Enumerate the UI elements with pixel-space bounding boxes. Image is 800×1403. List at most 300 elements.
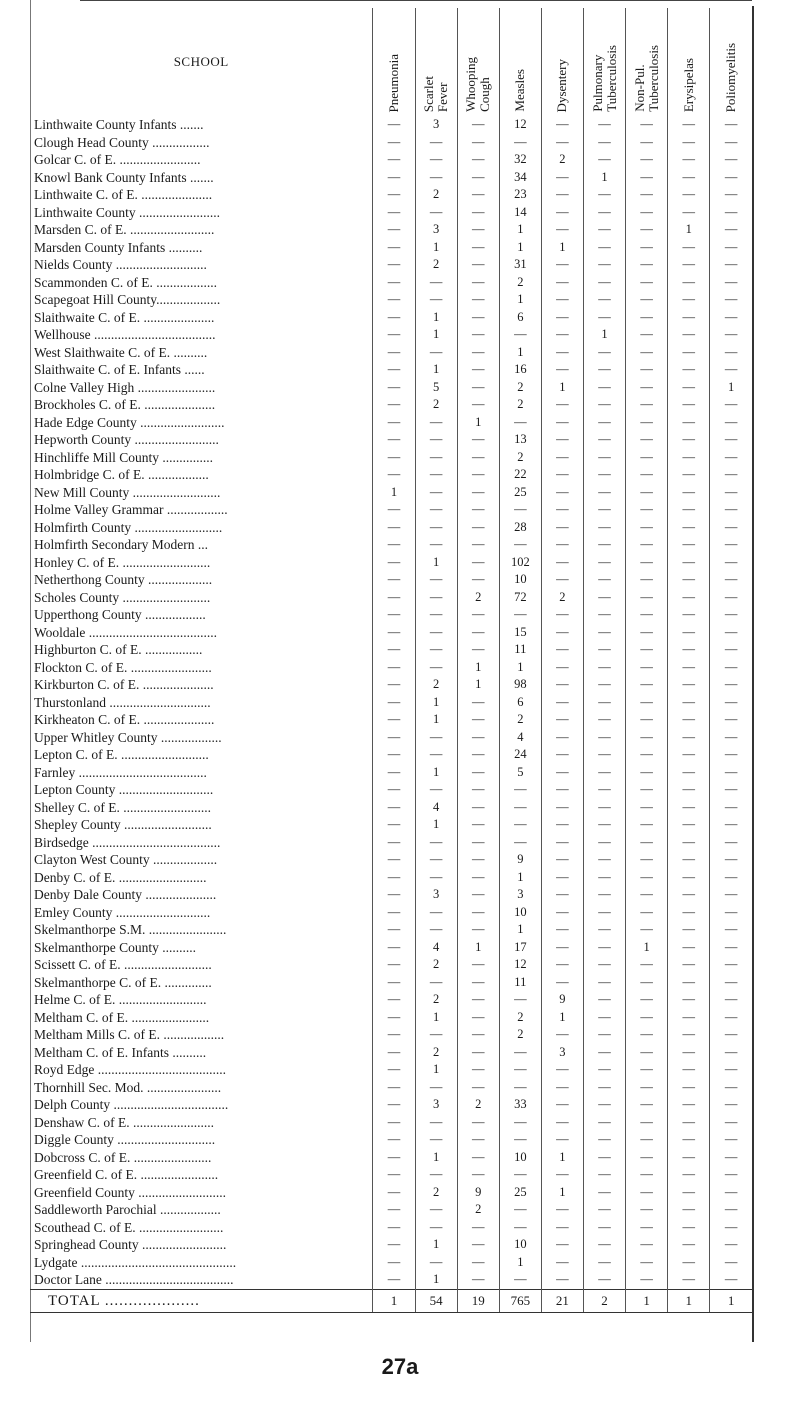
table-row [30, 904, 752, 922]
case-count-cell: — [373, 571, 415, 589]
table-row [30, 274, 752, 292]
table-row [30, 186, 752, 204]
case-count-cell: — [626, 746, 668, 764]
case-count-cell: — [541, 816, 583, 834]
school-name: Scammonden C. of E. .................. [34, 274, 217, 290]
case-count-cell: 1 [499, 659, 541, 677]
case-count-cell: — [668, 974, 710, 992]
school-name: Meltham C. of E. Infants .......... [34, 1044, 207, 1060]
school-name: Netherthong County ................... [34, 572, 213, 587]
case-count-cell: — [710, 694, 752, 712]
case-count-cell: — [668, 414, 710, 432]
case-count-cell: — [668, 799, 710, 817]
case-count-cell: — [499, 781, 541, 799]
case-count-cell: — [457, 326, 499, 344]
case-count-cell: — [541, 659, 583, 677]
case-count-cell: — [415, 1131, 457, 1149]
case-count-cell: — [668, 1131, 710, 1149]
table-row [30, 1009, 752, 1027]
case-count-cell: — [415, 344, 457, 362]
case-count-cell: — [710, 1026, 752, 1044]
school-name: Thornhill Sec. Mod. ...................... [34, 1079, 222, 1095]
school-name: Holmfirth County .......................... [34, 519, 223, 535]
case-count-cell: — [710, 291, 752, 309]
case-count-cell: 6 [499, 694, 541, 712]
case-count-cell: — [626, 816, 668, 834]
case-count-cell: — [710, 834, 752, 852]
school-name: Nields County ........................... [34, 257, 207, 272]
table-row [30, 764, 752, 782]
case-count-cell: — [626, 554, 668, 572]
case-count-cell: — [710, 589, 752, 607]
case-count-cell: — [541, 309, 583, 327]
case-count-cell: — [710, 676, 752, 694]
case-count-cell: — [583, 956, 625, 974]
case-count-cell: — [541, 1026, 583, 1044]
case-count-cell: — [373, 711, 415, 729]
school-name: Meltham C. of E. ....................... [34, 1009, 210, 1025]
case-count-cell: — [710, 1131, 752, 1149]
case-count-cell: — [541, 186, 583, 204]
case-count-cell: — [583, 939, 625, 957]
case-count-cell: — [373, 291, 415, 309]
case-count-cell: — [583, 431, 625, 449]
school-name: Shelley C. of E. .......................... [34, 799, 211, 815]
case-count-cell: — [583, 571, 625, 589]
school-name: Knowl Bank County Infants ....... [34, 169, 214, 185]
case-count-cell: — [541, 1236, 583, 1254]
case-count-cell: — [415, 904, 457, 922]
case-count-cell: — [499, 606, 541, 624]
table-row [30, 501, 752, 519]
case-count-cell: 1 [499, 869, 541, 887]
case-count-cell: — [415, 501, 457, 519]
table-row [30, 781, 752, 799]
table-row [30, 589, 752, 607]
school-name: Doctor Lane ...................................... [34, 1272, 234, 1287]
case-count-cell: — [541, 204, 583, 222]
case-count-cell: — [457, 851, 499, 869]
case-count-cell: — [373, 781, 415, 799]
case-count-cell: — [668, 519, 710, 537]
case-count-cell: — [668, 1079, 710, 1097]
case-count-cell: — [457, 1166, 499, 1184]
case-count-cell: — [668, 326, 710, 344]
school-name: Meltham Mills C. of E. .................. [34, 1027, 225, 1042]
case-count-cell: — [710, 221, 752, 239]
case-count-cell: — [457, 396, 499, 414]
case-count-cell: 31 [499, 256, 541, 274]
case-count-cell: 2 [541, 589, 583, 607]
case-count-cell: — [626, 1026, 668, 1044]
case-count-cell: — [668, 204, 710, 222]
case-count-cell: — [373, 536, 415, 554]
case-count-cell: — [415, 851, 457, 869]
case-count-cell: — [415, 659, 457, 677]
case-count-cell: — [583, 589, 625, 607]
case-count-cell: 32 [499, 151, 541, 169]
case-count-cell: — [668, 116, 710, 134]
case-count-cell: 1 [457, 659, 499, 677]
case-count-cell: 2 [457, 1201, 499, 1219]
case-count-cell: — [373, 554, 415, 572]
case-count-cell: — [415, 589, 457, 607]
case-count-cell: — [626, 1236, 668, 1254]
total-row [30, 1289, 752, 1312]
case-count-cell: — [668, 449, 710, 467]
table-row [30, 169, 752, 187]
case-count-cell: — [415, 519, 457, 537]
case-count-cell: — [583, 729, 625, 747]
total-cell: 1 [710, 1289, 752, 1312]
case-count-cell: — [457, 291, 499, 309]
column-header-dysentery [541, 8, 583, 116]
column-label: Pneumonia [385, 53, 401, 112]
case-count-cell: — [583, 659, 625, 677]
case-count-cell: — [626, 169, 668, 187]
case-count-cell: — [583, 869, 625, 887]
case-count-cell: 3 [541, 1044, 583, 1062]
case-count-cell: — [710, 869, 752, 887]
case-count-cell: — [626, 1061, 668, 1079]
case-count-cell: — [373, 1009, 415, 1027]
table-row [30, 309, 752, 327]
column-label: Scarlet Fever [421, 75, 451, 112]
table-row [30, 1201, 752, 1219]
case-count-cell: — [541, 851, 583, 869]
case-count-cell: — [583, 116, 625, 134]
case-count-cell: 2 [499, 274, 541, 292]
case-count-cell: — [626, 991, 668, 1009]
case-count-cell: — [373, 641, 415, 659]
case-count-cell: 12 [499, 956, 541, 974]
case-count-cell: — [710, 1254, 752, 1272]
case-count-cell: — [626, 484, 668, 502]
case-count-cell: — [710, 746, 752, 764]
case-count-cell: — [541, 974, 583, 992]
case-count-cell: — [626, 921, 668, 939]
case-count-cell: — [583, 1009, 625, 1027]
case-count-cell: 1 [415, 764, 457, 782]
case-count-cell: 22 [499, 466, 541, 484]
case-count-cell: — [710, 466, 752, 484]
case-count-cell: — [457, 1219, 499, 1237]
school-name: Marsden C. of E. ......................... [34, 222, 215, 237]
case-count-cell: — [373, 501, 415, 519]
case-count-cell: — [415, 151, 457, 169]
case-count-cell: — [710, 1149, 752, 1167]
case-count-cell: — [583, 379, 625, 397]
case-count-cell: — [583, 834, 625, 852]
case-count-cell: — [710, 764, 752, 782]
case-count-cell: — [499, 991, 541, 1009]
case-count-cell: — [373, 974, 415, 992]
case-count-cell: — [668, 606, 710, 624]
table-row [30, 449, 752, 467]
case-count-cell: — [373, 466, 415, 484]
case-count-cell: — [415, 291, 457, 309]
school-name: Diggle County ............................. [34, 1132, 216, 1147]
case-count-cell: — [583, 764, 625, 782]
case-count-cell: — [710, 1184, 752, 1202]
case-count-cell: — [583, 291, 625, 309]
case-count-cell: — [373, 1096, 415, 1114]
case-count-cell: — [668, 589, 710, 607]
case-count-cell: — [373, 449, 415, 467]
case-count-cell: — [626, 1219, 668, 1237]
case-count-cell: — [373, 1271, 415, 1289]
table-row [30, 1061, 752, 1079]
case-count-cell: — [710, 624, 752, 642]
case-count-cell: — [710, 151, 752, 169]
case-count-cell: — [668, 1271, 710, 1289]
case-count-cell: 2 [541, 151, 583, 169]
case-count-cell: — [415, 466, 457, 484]
case-count-cell: — [457, 816, 499, 834]
case-count-cell: — [583, 921, 625, 939]
table-right-rule [752, 6, 754, 1342]
case-count-cell: — [541, 729, 583, 747]
case-count-cell: — [541, 1096, 583, 1114]
case-count-cell: 1 [499, 344, 541, 362]
case-count-cell: — [583, 414, 625, 432]
case-count-cell: — [626, 799, 668, 817]
case-count-cell: — [373, 1201, 415, 1219]
case-count-cell: — [457, 1061, 499, 1079]
case-count-cell: — [415, 624, 457, 642]
case-count-cell: — [541, 536, 583, 554]
case-count-cell: — [626, 1131, 668, 1149]
case-count-cell: — [710, 116, 752, 134]
column-label: Whooping Cough [463, 57, 493, 112]
case-count-cell: — [710, 414, 752, 432]
case-count-cell: — [541, 606, 583, 624]
case-count-cell: — [457, 1236, 499, 1254]
school-name: Scapegoat Hill County................... [34, 292, 221, 307]
case-count-cell: — [583, 396, 625, 414]
total-cell: 1 [373, 1289, 415, 1312]
case-count-cell: — [373, 869, 415, 887]
case-count-cell: — [583, 221, 625, 239]
case-count-cell: — [668, 256, 710, 274]
total-cell: 19 [457, 1289, 499, 1312]
case-count-cell: — [457, 431, 499, 449]
case-count-cell: 1 [415, 1149, 457, 1167]
case-count-cell: — [710, 326, 752, 344]
table-row [30, 711, 752, 729]
case-count-cell: 2 [457, 1096, 499, 1114]
case-count-cell: — [373, 764, 415, 782]
school-name: Greenfield C. of E. ....................... [34, 1167, 219, 1182]
case-count-cell: — [541, 694, 583, 712]
table-row [30, 1166, 752, 1184]
case-count-cell: — [373, 1166, 415, 1184]
case-count-cell: — [668, 676, 710, 694]
case-count-cell: — [583, 1079, 625, 1097]
case-count-cell: — [583, 746, 625, 764]
case-count-cell: — [668, 151, 710, 169]
case-count-cell: 4 [415, 799, 457, 817]
table-row [30, 694, 752, 712]
case-count-cell: — [415, 414, 457, 432]
case-count-cell: — [710, 606, 752, 624]
case-count-cell: — [457, 449, 499, 467]
case-count-cell: — [710, 1061, 752, 1079]
case-count-cell: — [457, 221, 499, 239]
case-count-cell: 1 [499, 239, 541, 257]
case-count-cell: — [710, 309, 752, 327]
school-name: Honley C. of E. .......................... [34, 554, 211, 570]
case-count-cell: — [668, 1114, 710, 1132]
case-count-cell: 2 [499, 396, 541, 414]
case-count-cell: — [373, 519, 415, 537]
case-count-cell: — [457, 1114, 499, 1132]
case-count-cell: 1 [668, 221, 710, 239]
case-count-cell: 2 [457, 589, 499, 607]
case-count-cell: — [583, 1166, 625, 1184]
case-count-cell: — [373, 904, 415, 922]
case-count-cell: — [415, 641, 457, 659]
case-count-cell: — [415, 134, 457, 152]
case-count-cell: — [373, 204, 415, 222]
case-count-cell: — [457, 274, 499, 292]
case-count-cell: — [668, 1061, 710, 1079]
case-count-cell: — [541, 414, 583, 432]
case-count-cell: — [457, 239, 499, 257]
case-count-cell: — [668, 484, 710, 502]
case-count-cell: — [668, 1044, 710, 1062]
case-count-cell: — [373, 589, 415, 607]
case-count-cell: 10 [499, 571, 541, 589]
school-name: Golcar C. of E. ........................ [34, 152, 201, 167]
case-count-cell: — [415, 571, 457, 589]
case-count-cell: — [373, 729, 415, 747]
case-count-cell: 1 [415, 1009, 457, 1027]
school-name: Linthwaite County ........................ [34, 204, 220, 220]
case-count-cell: — [499, 834, 541, 852]
case-count-cell: — [583, 606, 625, 624]
case-count-cell: — [457, 1044, 499, 1062]
case-count-cell: — [626, 1149, 668, 1167]
school-name: Holmfirth Secondary Modern ... [34, 537, 208, 552]
case-count-cell: — [457, 729, 499, 747]
case-count-cell: — [373, 676, 415, 694]
case-count-cell: — [541, 641, 583, 659]
case-count-cell: 11 [499, 641, 541, 659]
case-count-cell: — [373, 344, 415, 362]
table-top-rule [80, 0, 752, 1]
case-count-cell: — [583, 1201, 625, 1219]
case-count-cell: — [626, 239, 668, 257]
case-count-cell: — [626, 1079, 668, 1097]
case-count-cell: — [583, 501, 625, 519]
school-name: Hepworth County ......................... [34, 432, 219, 447]
page-number: 27a [381, 1354, 419, 1379]
case-count-cell: — [373, 956, 415, 974]
case-count-cell: — [668, 361, 710, 379]
case-count-cell: — [626, 606, 668, 624]
case-count-cell: — [457, 1131, 499, 1149]
case-count-cell: — [710, 1271, 752, 1289]
case-count-cell: — [626, 361, 668, 379]
case-count-cell: — [541, 1061, 583, 1079]
table-row [30, 1079, 752, 1097]
case-count-cell: — [583, 1184, 625, 1202]
case-count-cell: — [668, 186, 710, 204]
case-count-cell: — [583, 1096, 625, 1114]
case-count-cell: — [710, 641, 752, 659]
case-count-cell: — [457, 711, 499, 729]
case-count-cell: — [710, 431, 752, 449]
case-count-cell: — [668, 396, 710, 414]
school-name: Wellhouse .................................... [34, 327, 216, 342]
case-count-cell: 1 [499, 291, 541, 309]
case-count-cell: — [541, 501, 583, 519]
case-count-cell: — [541, 449, 583, 467]
case-count-cell: — [541, 116, 583, 134]
case-count-cell: 9 [499, 851, 541, 869]
case-count-cell: — [583, 274, 625, 292]
case-count-cell: — [499, 326, 541, 344]
case-count-cell: — [499, 1079, 541, 1097]
school-name: Upper Whitley County .................. [34, 729, 222, 745]
case-count-cell: — [583, 1254, 625, 1272]
school-name: Helme C. of E. .......................... [34, 992, 207, 1007]
case-count-cell: — [626, 624, 668, 642]
case-count-cell: — [668, 746, 710, 764]
school-name: Kirkburton C. of E. ..................... [34, 677, 214, 692]
table-row [30, 1114, 752, 1132]
table-body [30, 116, 752, 1289]
table-row [30, 1184, 752, 1202]
case-count-cell: — [668, 711, 710, 729]
table-row [30, 606, 752, 624]
table-row [30, 361, 752, 379]
case-count-cell: — [668, 834, 710, 852]
school-name: Upperthong County .................. [34, 607, 206, 622]
school-name: Flockton C. of E. ........................ [34, 659, 212, 675]
case-count-cell: — [499, 816, 541, 834]
case-count-cell: — [541, 781, 583, 799]
case-count-cell: — [626, 729, 668, 747]
case-count-cell: — [541, 1201, 583, 1219]
table-row [30, 1236, 752, 1254]
case-count-cell: — [668, 1149, 710, 1167]
total-cell: 2 [583, 1289, 625, 1312]
case-count-cell: 1 [710, 379, 752, 397]
case-count-cell: — [415, 204, 457, 222]
case-count-cell: 2 [415, 956, 457, 974]
table-row [30, 641, 752, 659]
case-count-cell: — [499, 1219, 541, 1237]
table-row [30, 834, 752, 852]
case-count-cell: — [626, 396, 668, 414]
case-count-cell: — [668, 904, 710, 922]
case-count-cell: — [415, 974, 457, 992]
case-count-cell: — [668, 571, 710, 589]
case-count-cell: — [668, 344, 710, 362]
table-row [30, 484, 752, 502]
case-count-cell: — [457, 571, 499, 589]
case-count-cell: — [583, 1236, 625, 1254]
school-name: Lepton C. of E. .......................... [34, 747, 209, 762]
case-count-cell: 33 [499, 1096, 541, 1114]
case-count-cell: — [583, 134, 625, 152]
case-count-cell: — [415, 729, 457, 747]
case-count-cell: — [583, 361, 625, 379]
case-count-cell: — [668, 991, 710, 1009]
case-count-cell: — [626, 186, 668, 204]
